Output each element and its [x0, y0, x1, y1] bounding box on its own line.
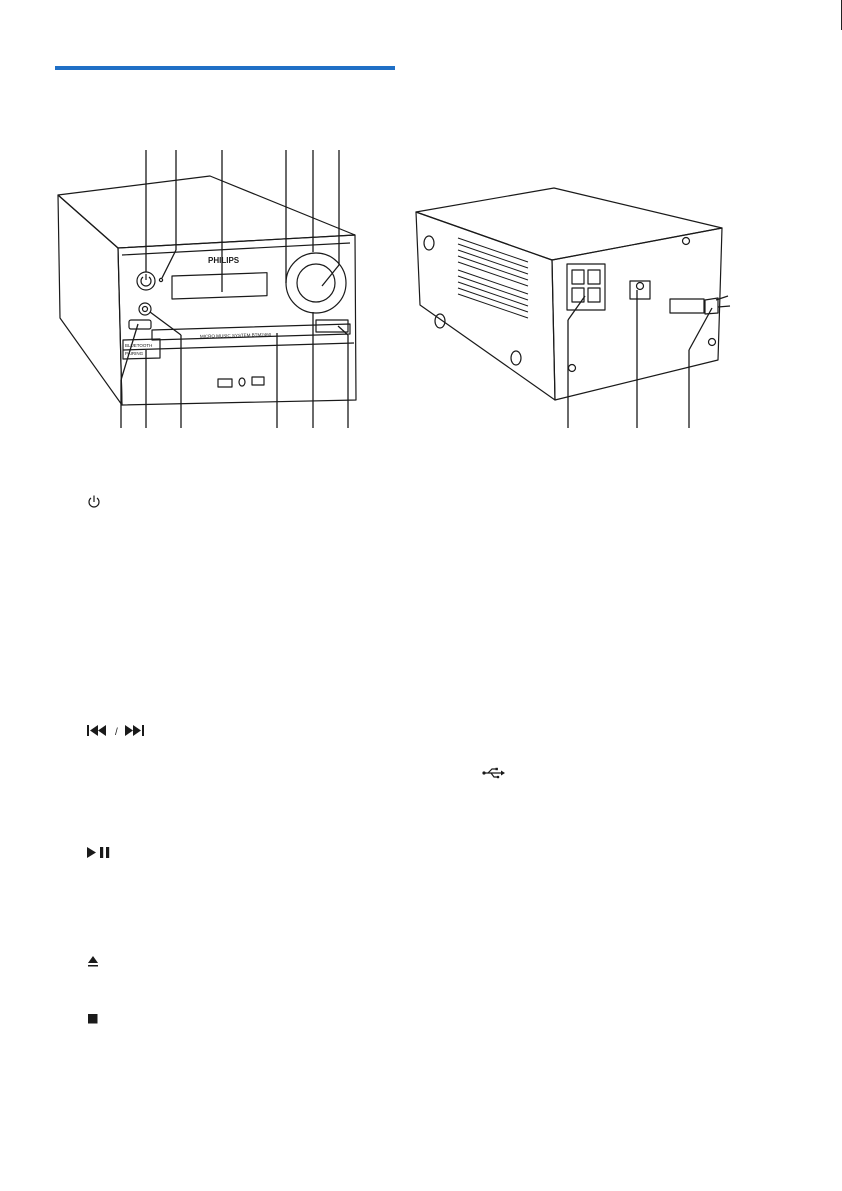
front-view-drawing: [58, 176, 356, 405]
usb-icon: [482, 766, 552, 786]
product-illustration: [0, 0, 842, 480]
model-strip: MICRO MUSIC SYSTEM BTM2460: [199, 332, 272, 339]
pairing-label-line2: PAIRING: [125, 351, 144, 356]
rear-view-drawing: [416, 188, 730, 400]
pairing-label-line1: BLUETOOTH: [125, 343, 153, 348]
brand-logo: PHILIPS: [208, 256, 240, 265]
eject-icon: [87, 955, 157, 975]
svg-text:/: /: [115, 727, 118, 738]
skip-next-icon: [125, 725, 144, 736]
skip-previous-icon: [87, 725, 106, 736]
power-icon: [87, 494, 157, 514]
play-pause-icon: [87, 845, 157, 865]
skip-buttons: [87, 723, 157, 743]
stop-icon: [87, 1012, 157, 1032]
